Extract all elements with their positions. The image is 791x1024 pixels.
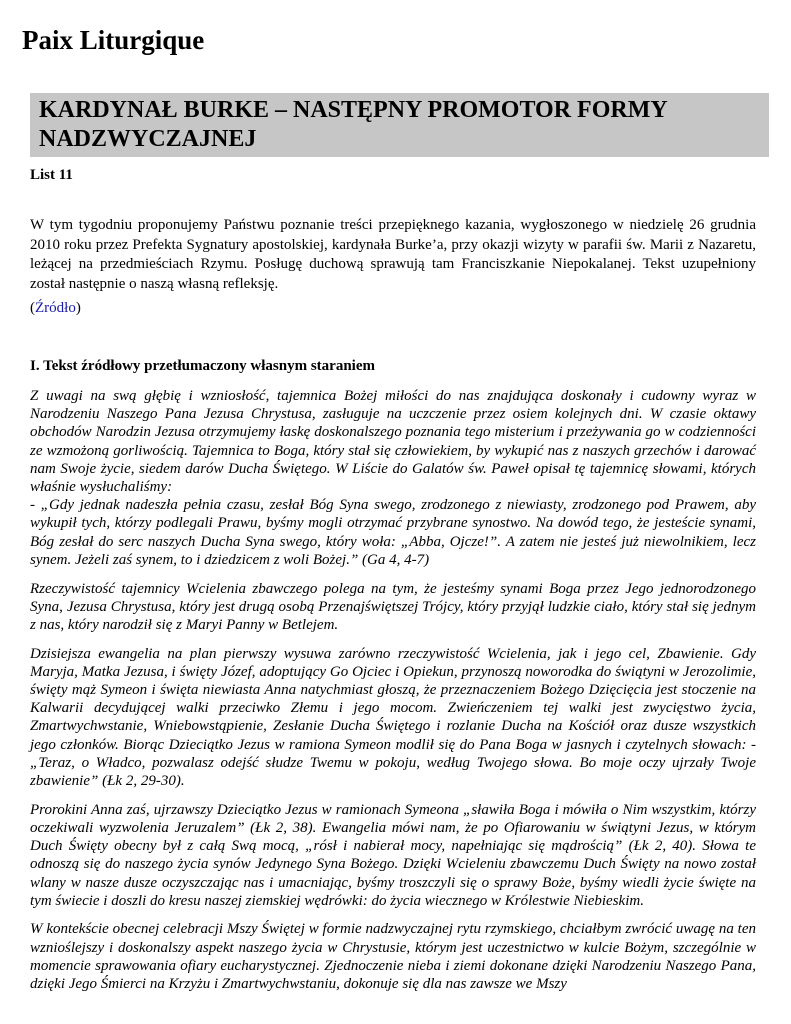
source-close-paren: ) <box>75 300 81 316</box>
body-text: Z uwagi na swą głębię i wzniosłość, tajemnica Bożej miłości do nas znajdująca doskonały i cudowny wyraz w Narodzeniu Naszego Pana Jezusa Chrystusa, zasługuje na uczczenie przez osiem kolejnych dni. W czasie oktawy obchodów Narodzin Jezusa otrzymujemy łaskę doskonalszego poznania tego misterium i przeżywania go w codzienności ze wzmożoną gorliwością. Tajemnica to Boga, który stał się człowiekiem, by wykupić nas z naszych grzechów i darować nam Swoje życie, siedem darów Ducha Świętego. W Liście do Galatów św. Paweł opisał tę tajemnicę słowami, których właśnie wysłuchaliśmy: <box>30 388 756 496</box>
body-paragraph: Dzisiejsza ewangelia na plan pierwszy wysuwa zarówno rzeczywistość Wcielenia, jak i jego cel, Zbawienie. Gdy Maryja, Matka Jezusa, i święty Józef, adoptujący Go Ojciec i Opiekun, przynoszą noworodka do świątyni w Jerozolimie, święty mąż Symeon i święta niewiasta Anna natychmiast głoszą, że przeznaczeniem Bożego Dzięcięcia jest stoczenie na Kalwarii decydującej walki przeciwko Złemu i jego mocom. Zwieńczeniem tej walki jest zwycięstwo życia, Zmartwychwstanie, Wniebowstąpienie, Zesłanie Ducha Świętego i rozlanie Ducha na Kościół oraz dusze wszystkich jego członków. Biorąc Dzieciątko Jezus w ramiona Symeon modlił się do Pana Boga w jasnych i czytelnych słowach: - „Teraz, o Władco, pozwalasz odejść słudze Twemu w pokoju, według Twojego słowa. Bo moje oczy ujrzały Twoje zbawienie” (Łk 2, 29-30). <box>30 645 756 790</box>
source-line <box>30 299 81 317</box>
source-link[interactable]: Źródło <box>35 300 76 316</box>
section-heading: I. Tekst źródłowy przetłumaczony własnym staraniem <box>30 358 375 374</box>
body-paragraph: W kontekście obecnej celebracji Mszy Świętej w formie nadzwyczajnej rytu rzymskiego, chciałbym zwrócić uwagę na ten wznioślejszy i doskonalszy aspekt naszego życia w Chrystusie, którym jest uczestnictwo w kulcie Bożym, szczególnie w momencie sprawowania ofiary eucharystycznej. Zjednoczenie nieba i ziemi dokonane dzięki Narodzeniu Naszego Pana, dzięki Jego Śmierci na Krzyżu i Zmartwychwstaniu, dokonuje się dla nas zawsze we Mszy <box>30 921 756 993</box>
headline-banner <box>30 93 769 157</box>
source-open-paren: ( <box>30 300 35 316</box>
body-paragraph: Rzeczywistość tajemnicy Wcielenia zbawczego polega na tym, że jesteśmy synami Boga przez Jego jednorodzonego Syna, Jezusa Chrystusa, który jest drugą osobą Przenajświętszej Trójcy, który przyjął ludzkie ciało, który stał się jednym z nas, który narodził się z Maryi Panny w Betlejem. <box>30 580 756 633</box>
site-title: Paix Liturgique <box>22 25 205 55</box>
letter-number: List 11 <box>30 167 73 183</box>
body-paragraph <box>30 387 756 569</box>
body-paragraph: Prorokini Anna zaś, ujrzawszy Dzieciątko Jezus w ramionach Symeona „sławiła Boga i mówiła o Nim wszystkim, którzy oczekiwali wyzwolenia Jeruzalem” (Łk 2, 38). Ewangelia mówi nam, że po Ofiarowaniu w świątyni Jezus, w którym Duch Święty obecny był z całą Swą mocą, „rósł i nabierał mocy, napełniając się mądrością” (Łk 2, 40). Słowa te odnoszą się do naszego życia synów Jedynego Syna Bożego. Dzięki Wcieleniu zbawczemu Duch Święty na nowo został wlany w nasze dusze oczyszczając nas i umacniając, byśmy troszczyli się o sprawy Boże, byśmy wiedli życie święte na tym świecie i doszli do kresu naszej ziemskiej wędrówki: do życia wiecznego w Królestwie Niebieskim. <box>30 801 756 909</box>
article-body <box>30 387 756 1004</box>
article-headline: KARDYNAŁ BURKE – NASTĘPNY PROMOTOR FORMY NADZWYCZAJNEJ <box>39 97 667 152</box>
scripture-quote: - „Gdy jednak nadeszła pełnia czasu, zesłał Bóg Syna swego, zrodzonego z niewiasty, zrodzonego pod Prawem, aby wykupił tych, którzy podlegali Prawu, byśmy mogli otrzymać przybrane synostwo. Na dowód tego, że jesteście synami, Bóg zesłał do serc naszych Ducha Syna swego, który woła: „Abba, Ojcze!”. A zatem nie jesteś już niewolnikiem, lecz synem. Jeżeli zaś synem, to i dziedzicem z woli Bożej.” (Ga 4, 4-7) <box>30 497 756 568</box>
intro-paragraph: W tym tygodniu proponujemy Państwu poznanie treści przepięknego kazania, wygłoszonego w niedzielę 26 grudnia 2010 roku przez Prefekta Sygnatury apostolskiej, kardynała Burke’a, przy okazji wizyty w parafii św. Marii z Nazaretu, leżącej na przedmieściach Rzymu. Posługę duchową sprawują tam Franciszkanie Niepokalanej. Tekst uzupełniony został następnie o naszą własną refleksję. <box>30 217 756 292</box>
